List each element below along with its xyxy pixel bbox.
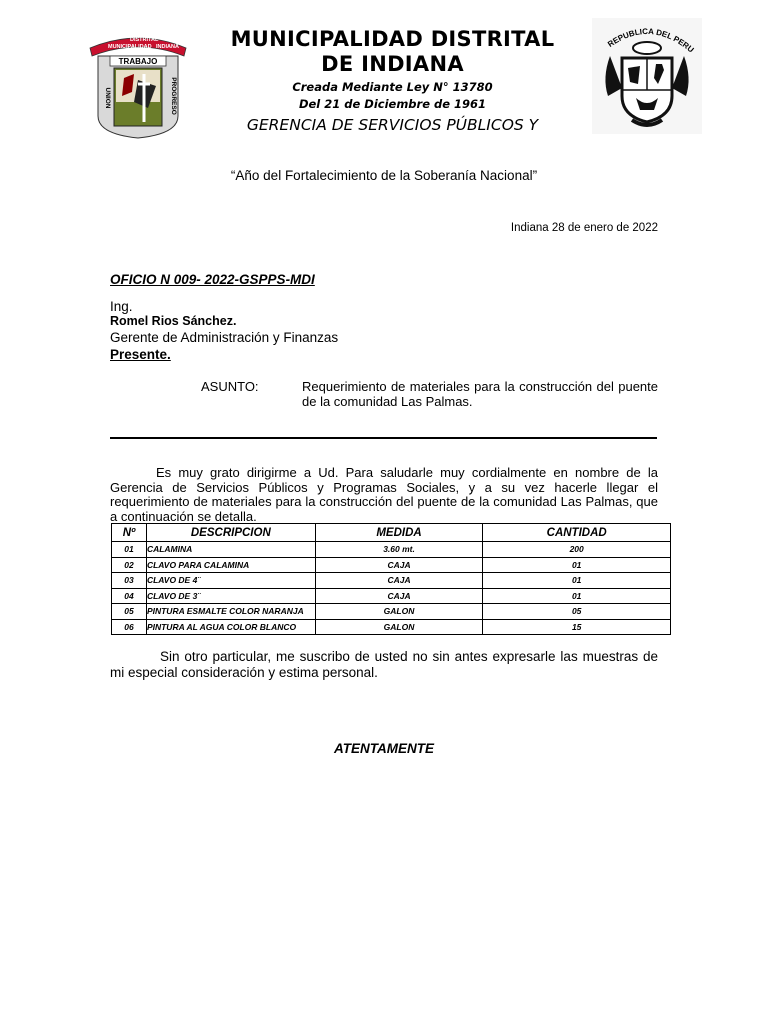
cell-num: 03 [112, 573, 147, 589]
document-number: OFICIO N 009- 2022-GSPPS-MDI [110, 272, 315, 287]
cell-num: 05 [112, 604, 147, 620]
seal-arc-text: REPUBLICA DEL PERU [606, 26, 696, 55]
closing-paragraph: Sin otro particular, me suscribo de usted no sin antes expresarle las muestras de mi especial consideración y estima personal. [110, 649, 658, 680]
cell-quantity: 01 [483, 557, 671, 573]
municipality-title-line2: DE INDIANA [321, 52, 464, 76]
peru-seal-icon [592, 18, 702, 134]
cell-measure: GALON [315, 604, 483, 620]
divider-line [110, 437, 657, 439]
body-paragraph: Es muy grato dirigirme a Ud. Para saludarle muy cordialmente en nombre de la Gerencia de Servicios Públicos y Programas Sociales, y a su vez hacerle llegar el requerimiento de materiales para la construcción del puente de la comunidad Las Palmas, que a continuación se detalla. [110, 465, 658, 524]
cell-measure: CAJA [315, 573, 483, 589]
cell-quantity: 01 [483, 573, 671, 589]
table-row [112, 604, 671, 620]
table-row [112, 588, 671, 604]
header-measure: MEDIDA [315, 524, 483, 542]
department-title: GERENCIA DE SERVICIOS PÚBLICOS Y [246, 116, 539, 134]
year-motto: “Año del Fortalecimiento de la Soberanía Nacional” [230, 168, 538, 183]
header-num: Nº [112, 524, 147, 542]
table-row [112, 542, 671, 558]
sign-off: ATENTAMENTE [334, 741, 434, 756]
cell-quantity: 05 [483, 604, 671, 620]
header-quantity: CANTIDAD [483, 524, 671, 542]
cell-description: CALAMINA [146, 542, 315, 558]
cell-measure: GALON [315, 619, 483, 635]
cell-description: CLAVO PARA CALAMINA [146, 557, 315, 573]
cell-description: PINTURA AL AGUA COLOR BLANCO [146, 619, 315, 635]
table-header-row [112, 524, 671, 542]
cell-description: PINTURA ESMALTE COLOR NARANJA [146, 604, 315, 620]
table-row [112, 557, 671, 573]
logo-banner-text: TRABAJO [118, 57, 158, 66]
municipality-title: MUNICIPALIDAD DISTRITAL [230, 27, 555, 51]
table-row [112, 573, 671, 589]
cell-measure: 3.60 mt. [315, 542, 483, 558]
recipient-position: Gerente de Administración y Finanzas [110, 330, 339, 345]
letter-date: Indiana 28 de enero de 2022 [510, 222, 658, 234]
logo-side-left-text: UNION [104, 87, 111, 109]
logo-side-right-text: PROGRESO [170, 77, 177, 115]
logo-arc-left-text: MUNICIPALIDAD [108, 44, 152, 50]
recipient-title: Ing. [110, 299, 133, 314]
subject-text: Requerimiento de materiales para la construcción del puente de la comunidad Las Palmas. [302, 379, 658, 409]
cell-measure: CAJA [315, 557, 483, 573]
cell-description: CLAVO DE 3¨ [146, 588, 315, 604]
header-description: DESCRIPCION [146, 524, 315, 542]
cell-quantity: 15 [483, 619, 671, 635]
cell-num: 04 [112, 588, 147, 604]
logo-arc-right-text: INDIANA [156, 44, 179, 50]
cell-quantity: 200 [483, 542, 671, 558]
table-row [112, 619, 671, 635]
creation-date: Del 21 de Diciembre de 1961 [298, 97, 487, 111]
materials-table [111, 523, 671, 635]
presente-label: Presente. [110, 347, 171, 362]
creation-law: Creada Mediante Ley N° 13780 [292, 80, 493, 94]
recipient-name: Romel Rios Sánchez. [110, 314, 237, 328]
logo-arc-mid-text: DISTRITAL [130, 37, 159, 43]
municipal-logo [86, 30, 190, 140]
cell-num: 02 [112, 557, 147, 573]
cell-num: 01 [112, 542, 147, 558]
cell-description: CLAVO DE 4¨ [146, 573, 315, 589]
cell-quantity: 01 [483, 588, 671, 604]
cell-measure: CAJA [315, 588, 483, 604]
cell-num: 06 [112, 619, 147, 635]
subject-label: ASUNTO: [201, 379, 259, 394]
